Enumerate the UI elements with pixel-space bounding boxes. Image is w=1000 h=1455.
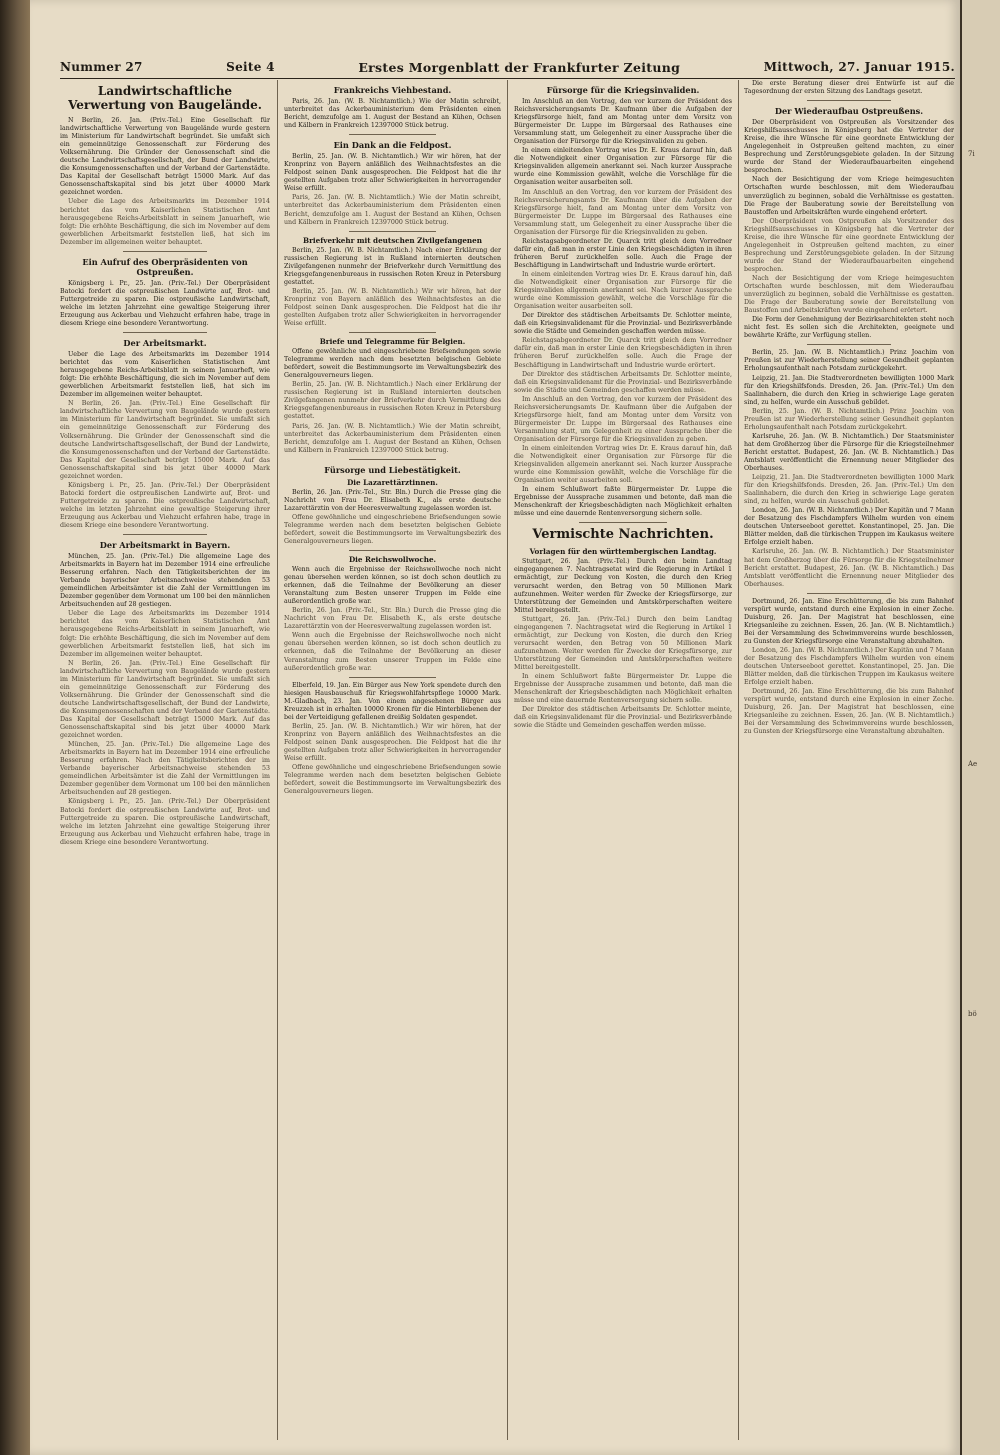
article-paragraph: Karlsruhe, 26. Jan. (W. B. Nichtamtlich.) Der Staatsminister hat dem Großherzog über die Fürsorge für die Kriegsteilnehmer Bericht erstattet. Budapest, 26. Jan. (W. B. Nichtamtlich.) Das Amtsblatt veröffentlicht die Ernennung neuer Mitglieder des Oberhauses. — [744, 432, 954, 473]
article-paragraph: Dortmund, 26. Jan. Eine Erschütterung, die bis zum Bahnhof verspürt wurde, entstand durch eine Explosion in einer Zeche. Duisburg, 26. Jan. Der Magistrat hat beschlossen, eine Kriegsanleihe zu zeichnen. Essen, 26. Jan. (W. B. Nichtamtlich.) Bei der Versammlung des Schwimmvereins wurde beschlossen, zu Gunsten der Kriegsfürsorge eine Veranstaltung abzuhalten. — [744, 597, 954, 645]
divider — [579, 522, 666, 523]
article-headline: Der Arbeitsmarkt in Bayern. — [99, 540, 231, 551]
article-paragraph: Berlin, 25. Jan. (W. B. Nichtamtlich.) Prinz Joachim von Preußen ist zur Wiederherstellung seiner Gesundheit geplanten Erholungsaufenthalt nach Potsdam zurückgekehrt. — [744, 349, 954, 373]
edge-fragment: bö — [968, 1010, 977, 1018]
article-paragraph: Ueber die Lage des Arbeitsmarkts im Dezember 1914 berichtet das vom Kaiserlichen Statistischen Amt herausgegebene Reichs-Arbeitsblatt in seinem Januarheft, wie folgt: Die erhöhte Beschäftigung, die sich im November auf dem gewerblichen Arbeitsmarkt feststellen ließ, hat sich im Dezember im allgemeinen weiter behauptet. — [60, 198, 270, 246]
article-paragraph: In einem Schlußwort faßte Bürgermeister Dr. Luppe die Ergebnisse der Aussprache zusammen und betonte, daß man die Menschenkraft der Kriegsbeschädigten nach Möglichkeit erhalten müsse und eine dauernde Rentenversorgung sichern solle. — [514, 486, 732, 518]
article-paragraph: Der Oberpräsident von Ostpreußen als Vorsitzender des Kriegshilfsausschusses in Königsberg hat die Vertreter der Kreise, die ihre Wünsche für eine geordnete Entwicklung der Angelegenheit in Ostpreußen geltend machten, zu einer Besprechung und Zerstörungsgebiete geladen. In der Sitzung wurde der Stand der Wiederaufbauarbeiten eingehend besprochen. — [744, 119, 954, 175]
article-paragraph: Die erste Beratung dieser drei Entwürfe ist auf die Tagesordnung der ersten Sitzung des Landtags gesetzt. — [744, 80, 954, 96]
article-paragraph: Berlin, 25. Jan. (W. B. Nichtamtlich.) Nach einer Erklärung der russischen Regierung ist in Rußland internierten deutschen Zivilgefangenen nunmehr der Briefverkehr durch Vermittlung des Kriegsgefangenenbureaus in russischen Roten Kreuz in Petersburg gestattet. — [284, 381, 501, 421]
article-paragraph: Die Form der Genehmigung der Bezirksarchitekten steht noch nicht fest. Es sollen sich die Architekten, geeignete und bewährte Kräfte, zur Verfügung stellen. — [744, 316, 954, 340]
divider — [349, 459, 436, 460]
article-paragraph: N Berlin, 26. Jan. (Priv.-Tel.) Eine Gesellschaft für landwirtschaftliche Verwertung von Baugelände wurde gestern im Ministerium für Landwirtschaft begründet. Sie umfaßt sich ein gemeinnützige Genossenschaft zur Förderung des Volksernährung. Die Gründer der Genossenschaft sind die deutsche Landwirtschaftsgesellschaft, der Bund der Landwirte, die Konsumgenossenschaften und der Verband der Gartenstädte. Das Kapital der Gesellschaft beträgt 15000 Mark. Auf das Genossenschaftskapital sind bis jetzt über 40000 Mark gezeichnet worden. — [60, 400, 270, 480]
article-paragraph: Wenn auch die Ergebnisse der Reichswollwoche noch nicht genau übersehen werden können, so ist doch schon deutlich zu erkennen, daß die Teilnahme der Bevölkerung an dieser Veranstaltung zum Besten unserer Truppen im Felde eine außerordentlich große war. — [284, 566, 501, 606]
divider — [807, 100, 891, 101]
divider — [807, 593, 891, 594]
article-paragraph: Leipzig, 21. Jan. Die Stadtverordneten bewilligten 1000 Mark für den Kriegshilfsfonds. Dresden, 26. Jan. (Priv.-Tel.) Um den Saalinhabern, die durch den Krieg in schwierige Lage geraten sind, zu helfen, wurde ein Ausschuß gebildet. — [744, 374, 954, 406]
article-paragraph: München, 25. Jan. (Priv.-Tel.) Die allgemeine Lage des Arbeitsmarkts in Bayern hat im Dezember 1914 eine erfreuliche Besserung erfahren. Nach den Tätigkeitsberichten der im Verbande bayerischer Arbeitsnachweise stehenden 53 gemeindlichen Arbeitsämter ist die Zahl der Vermittlungen im Dezember gegenüber dem Vormonat um 100 bei den männlichen Arbeitsuchenden auf 28 gestiegen. — [60, 553, 270, 609]
article-headline: Vorlagen für den württembergischen Landtag. — [529, 547, 717, 557]
divider — [349, 134, 436, 135]
article-paragraph: Königsberg i. Pr., 25. Jan. (Priv.-Tel.) Der Oberpräsident Batocki fordert die ostpreußischen Landwirte auf, Brot- und Futtergetreide zu sparen. Die ostpreußische Landwirtschaft, welche im letzten Jahrzehnt eine gewaltige Steigerung ihrer Erzeugung aus Ackerbau und Viehzucht erfahren habe, trage in diesem Kriege eine besondere Verantwortung. — [60, 279, 270, 327]
edge-fragment: Ae — [968, 760, 978, 768]
article-paragraph: Der Oberpräsident von Ostpreußen als Vorsitzender des Kriegshilfsausschusses in Königsberg hat die Vertreter der Kreise, die ihre Wünsche für eine geordnete Entwicklung der Angelegenheit in Ostpreußen geltend machten, zu einer Besprechung und Zerstörungsgebiete geladen. In der Sitzung wurde der Stand der Wiederaufbauarbeiten eingehend besprochen. — [744, 217, 954, 273]
article-paragraph: Reichstagsabgeordneter Dr. Quarck tritt gleich dem Vorredner dafür ein, daß man in erster Linie den Kriegsbeschädigten in ihren früheren Beruf zurückhelfen solle. Auch die Frage der Beschäftigung in Landwirtschaft und Industrie wurde erörtert. — [514, 237, 732, 269]
article-paragraph: Berlin, 25. Jan. (W. B. Nichtamtlich.) Wir wir hören, hat der Kronprinz von Bayern anläßlich des Weihnachtsfestes an die Feldpost seinen Dank ausgesprochen. Die Feldpost hat die ihr gestellten Aufgaben trotz aller Schwierigkeiten in hervorragender Weise erfüllt. — [284, 153, 501, 193]
article-headline: Ein Aufruf des Oberpräsidenten von Ostpreußen. — [82, 256, 248, 277]
article-paragraph: Ueber die Lage des Arbeitsmarkts im Dezember 1914 berichtet das vom Kaiserlichen Statistischen Amt herausgegebene Reichs-Arbeitsblatt in seinem Januarheft, wie folgt: Die erhöhte Beschäftigung, die sich im November auf dem gewerblichen Arbeitsmarkt feststellen ließ, hat sich im Dezember im allgemeinen weiter behauptet. — [60, 610, 270, 658]
article-paragraph: Paris, 26. Jan. (W. B. Nichtamtlich.) Wie der Matin schreibt, unterbreitet das Ackerbauministerium dem Präsidenten einen Bericht, demzufolge am 1. August der Bestand an Kühen, Ochsen und Kälbern in Frankreich 12397000 Stück betrug. — [284, 98, 501, 130]
article-paragraph: Reichstagsabgeordneter Dr. Quarck tritt gleich dem Vorredner dafür ein, daß man in erster Linie den Kriegsbeschädigten in ihren früheren Beruf zurückhelfen solle. Auch die Frage der Beschäftigung in Landwirtschaft und Industrie wurde erörtert. — [514, 337, 732, 369]
edge-fragment: 7i — [968, 150, 975, 158]
article-paragraph: Berlin, 25. Jan. (W. B. Nichtamtlich.) Wir wir hören, hat der Kronprinz von Bayern anläßlich des Weihnachtsfestes an die Feldpost seinen Dank ausgesprochen. Die Feldpost hat die ihr gestellten Aufgaben trotz aller Schwierigkeiten in hervorragender Weise erfüllt. — [284, 722, 501, 763]
article-paragraph: Berlin, 26. Jan. (Priv.-Tel., Str. Bln.) Durch die Presse ging die Nachricht von Frau Dr. Elisabeth K., als erste deutsche Lazarettärztin von der Heeresverwaltung zugelassen worden ist. — [284, 607, 501, 631]
article-headline: Der Wiederaufbau Ostpreußens. — [774, 106, 924, 117]
article-headline: Die Reichswollwoche. — [348, 555, 437, 565]
article-headline: Landwirtschaftliche Verwertung von Baugelände. — [68, 84, 262, 112]
article-paragraph: Königsberg i. Pr., 25. Jan. (Priv.-Tel.) Der Oberpräsident Batocki fordert die ostpreußischen Landwirte auf, Brot- und Futtergetreide zu sparen. Die ostpreußische Landwirtschaft, welche im letzten Jahrzehnt eine gewaltige Steigerung ihrer Erzeugung aus Ackerbau und Viehzucht erfahren habe, trage in diesem Kriege eine besondere Verantwortung. — [60, 481, 270, 530]
column-3 — [514, 80, 732, 1440]
article-paragraph: Berlin, 25. Jan. (W. B. Nichtamtlich.) Wir wir hören, hat der Kronprinz von Bayern anläßlich des Weihnachtsfestes an die Feldpost seinen Dank ausgesprochen. Die Feldpost hat die ihr gestellten Aufgaben trotz aller Schwierigkeiten in hervorragender Weise erfüllt. — [284, 287, 501, 328]
issue-date: Mittwoch, 27. Januar 1915. — [763, 60, 955, 74]
article-paragraph: Ueber die Lage des Arbeitsmarkts im Dezember 1914 berichtet das vom Kaiserlichen Statistischen Amt herausgegebene Reichs-Arbeitsblatt in seinem Januarheft, wie folgt: Die erhöhte Beschäftigung, die sich im November auf dem gewerblichen Arbeitsmarkt feststellen ließ, hat sich im Dezember im allgemeinen weiter behauptet. — [60, 351, 270, 399]
article-paragraph: Der Direktor des städtischen Arbeitsamts Dr. Schlotter meinte, daß ein Kriegsinvalidenamt für die Provinzial- und Bezirksverbände sowie die Städte und Gemeinden geschaffen werden müsse. — [514, 706, 732, 730]
divider — [807, 344, 891, 345]
article-paragraph: Wenn auch die Ergebnisse der Reichswollwoche noch nicht genau übersehen werden können, so ist doch schon deutlich zu erkennen, daß die Teilnahme der Bevölkerung an dieser Veranstaltung zum Besten unserer Truppen im Felde eine außerordentlich große war. — [284, 632, 501, 672]
article-paragraph: Paris, 26. Jan. (W. B. Nichtamtlich.) Wie der Matin schreibt, unterbreitet das Ackerbauministerium dem Präsidenten einen Bericht, demzufolge am 1. August der Bestand an Kühen, Ochsen und Kälbern in Frankreich 12397000 Stück betrug. — [284, 194, 501, 226]
article-headline: Briefe und Telegramme für Belgien. — [319, 337, 466, 347]
article-headline: Briefverkehr mit deutschen Zivilgefangenen — [303, 235, 482, 245]
divider — [349, 332, 436, 333]
article-paragraph: München, 25. Jan. (Priv.-Tel.) Die allgemeine Lage des Arbeitsmarkts in Bayern hat im Dezember 1914 eine erfreuliche Besserung erfahren. Nach den Tätigkeitsberichten der im Verbande bayerischer Arbeitsnachweise stehenden 53 gemeindlichen Arbeitsämter ist die Zahl der Vermittlungen im Dezember gegenüber dem Vormonat um 100 bei den männlichen Arbeitsuchenden auf 28 gestiegen. — [60, 741, 270, 797]
page-header — [60, 58, 955, 76]
book-binding — [0, 0, 30, 1455]
article-headline: Der Arbeitsmarkt. — [123, 338, 207, 349]
divider — [123, 332, 207, 333]
article-paragraph: Stuttgart, 26. Jan. (Priv.-Tel.) Durch den beim Landtag eingegangenen 7. Nachtragsetat wird die Regierung in Artikel 1 ermächtigt, zur Deckung von Kosten, die durch den Krieg verursacht werden, den Betrag von 50 Millionen Mark aufzunehmen. Weiter werden für Zwecke der Kriegsfürsorge, zur Unterstützung der Gemeinden und Amtskörperschaften weitere Mittel bereitgestellt. — [514, 615, 732, 671]
article-paragraph: Paris, 26. Jan. (W. B. Nichtamtlich.) Wie der Matin schreibt, unterbreitet das Ackerbauministerium dem Präsidenten einen Bericht, demzufolge am 1. August der Bestand an Kühen, Ochsen und Kälbern in Frankreich 12397000 Stück betrug. — [284, 422, 501, 454]
column-rule — [507, 80, 508, 1440]
article-paragraph: Leipzig, 21. Jan. Die Stadtverordneten bewilligten 1000 Mark für den Kriegshilfsfonds. Dresden, 26. Jan. (Priv.-Tel.) Um den Saalinhabern, die durch den Krieg in schwierige Lage geraten sind, zu helfen, wurde ein Ausschuß gebildet. — [744, 474, 954, 506]
article-paragraph: London, 26. Jan. (W. B. Nichtamtlich.) Der Kapitän und 7 Mann der Besatzung des Fischdampfers Wilhelm wurden von einem deutschen Unterseeboot gerettet. Konstantinopel, 25. Jan. Die Blätter melden, daß die türkischen Truppen im Kaukasus weitere Erfolge erzielt haben. — [744, 647, 954, 687]
divider — [349, 231, 436, 232]
article-headline: Die Lazarettärztinnen. — [347, 477, 438, 487]
divider — [123, 251, 207, 252]
article-paragraph: Berlin, 25. Jan. (W. B. Nichtamtlich.) Prinz Joachim von Preußen ist zur Wiederherstellung seiner Gesundheit geplanten Erholungsaufenthalt nach Potsdam zurückgekehrt. — [744, 407, 954, 431]
article-paragraph: Stuttgart, 26. Jan. (Priv.-Tel.) Durch den beim Landtag eingegangenen 7. Nachtragsetat wird die Regierung in Artikel 1 ermächtigt, zur Deckung von Kosten, die durch den Krieg verursacht werden, den Betrag von 50 Millionen Mark aufzunehmen. Weiter werden für Zwecke der Kriegsfürsorge, zur Unterstützung der Gemeinden und Amtskörperschaften weitere Mittel bereitgestellt. — [514, 558, 732, 614]
article-headline: Fürsorge für die Kriegsinvaliden. — [546, 85, 700, 95]
section-headline: Vermischte Nachrichten. — [532, 527, 714, 543]
article-paragraph: Königsberg i. Pr., 25. Jan. (Priv.-Tel.) Der Oberpräsident Batocki fordert die ostpreußischen Landwirte auf, Brot- und Futtergetreide zu sparen. Die ostpreußische Landwirtschaft, welche im letzten Jahrzehnt eine gewaltige Steigerung ihrer Erzeugung aus Ackerbau und Viehzucht erfahren habe, trage in diesem Kriege eine besondere Verantwortung. — [60, 798, 270, 846]
article-paragraph: In einem einleitenden Vortrag wies Dr. E. Kraus darauf hin, daß die Notwendigkeit einer Organisation zur Fürsorge für die Kriegsinvaliden allgemein anerkannt sei. Nach kurzer Aussprache wurde eine Kommission gewählt, welche die Vorschläge für die Organisation weiter ausarbeiten soll. — [514, 147, 732, 187]
article-paragraph: Offene gewöhnliche und eingeschriebene Briefsendungen sowie Telegramme werden nach dem besetzten belgischen Gebiete befördert, soweit die Bestimmungsorte im Verwaltungsbezirk des Generalgouverneurs liegen. — [284, 513, 501, 545]
article-paragraph: Dortmund, 26. Jan. Eine Erschütterung, die bis zum Bahnhof verspürt wurde, entstand durch eine Explosion in einer Zeche. Duisburg, 26. Jan. Der Magistrat hat beschlossen, eine Kriegsanleihe zu zeichnen. Essen, 26. Jan. (W. B. Nichtamtlich.) Bei der Versammlung des Schwimmvereins wurde beschlossen, zu Gunsten der Kriegsfürsorge eine Veranstaltung abzuhalten. — [744, 688, 954, 736]
article-paragraph: Der Direktor des städtischen Arbeitsamts Dr. Schlotter meinte, daß ein Kriegsinvalidenamt für die Provinzial- und Bezirksverbände sowie die Städte und Gemeinden geschaffen werden müsse. — [514, 370, 732, 394]
column-1 — [60, 80, 270, 1440]
article-paragraph: Nach der Besichtigung der vom Kriege heimgesuchten Ortschaften wurde beschlossen, mit dem Wiederaufbau unverzüglich zu beginnen, sobald die Verhältnisse es gestatten. Die Frage der Bauberatung sowie der Bereitstellung von Baustoffen und Arbeitskräften wurde eingehend erörtert. — [744, 176, 954, 216]
article-paragraph: London, 26. Jan. (W. B. Nichtamtlich.) Der Kapitän und 7 Mann der Besatzung des Fischdampfers Wilhelm wurden von einem deutschen Unterseeboot gerettet. Konstantinopel, 25. Jan. Die Blätter melden, daß die türkischen Truppen im Kaukasus weitere Erfolge erzielt haben. — [744, 507, 954, 547]
article-paragraph: Im Anschluß an den Vortrag, den vor kurzem der Präsident des Reichsversicherungsamts Dr. Kaufmann über die Aufgaben der Kriegsfürsorge hielt, fand am Montag unter dem Vorsitz von Bürgermeister Dr. Luppe im Bürgersaal des Rathauses eine Versammlung statt, um Gelegenheit zu einer Aussprache über die Organisation der Fürsorge für die Kriegsinvaliden zu geben. — [514, 188, 732, 236]
column-4 — [744, 80, 954, 1440]
article-paragraph: Elberfeld, 19. Jan. Ein Bürger aus New York spendete durch den hiesigen Hausbauschuß für Kriegswohlfahrtspflege 10000 Mark. M.-Gladbach, 23. Jan. Von einem angesehenen Bürger aus Kreuzzeh ist in erhalten 10000 Kronen für die Hinterbliebenen der bei der Verteidigung gefallenen dreißig Soldaten gespendet. — [284, 681, 501, 721]
article-paragraph: Im Anschluß an den Vortrag, den vor kurzem der Präsident des Reichsversicherungsamts Dr. Kaufmann über die Aufgaben der Kriegsfürsorge hielt, fand am Montag unter dem Vorsitz von Bürgermeister Dr. Luppe im Bürgersaal des Rathauses eine Versammlung statt, um Gelegenheit zu einer Aussprache über die Organisation der Fürsorge für die Kriegsinvaliden zu geben. — [514, 98, 732, 146]
article-paragraph: Berlin, 25. Jan. (W. B. Nichtamtlich.) Nach einer Erklärung der russischen Regierung ist in Rußland internierten deutschen Zivilgefangenen nunmehr der Briefverkehr durch Vermittlung des Kriegsgefangenenbureaus in russischen Roten Kreuz in Petersburg gestattet. — [284, 246, 501, 286]
divider — [123, 534, 207, 535]
adjacent-page-edge — [960, 0, 1000, 1455]
divider — [349, 550, 436, 551]
article-paragraph: Offene gewöhnliche und eingeschriebene Briefsendungen sowie Telegramme werden nach dem besetzten belgischen Gebiete befördert, soweit die Bestimmungsorte im Verwaltungsbezirk des Generalgouverneurs liegen. — [284, 764, 501, 796]
page-number: Seite 4 — [226, 60, 275, 74]
column-rule — [738, 80, 739, 1440]
article-headline: Ein Dank an die Feldpost. — [333, 140, 452, 151]
section-headline: Fürsorge und Liebestätigkeit. — [324, 464, 461, 475]
article-paragraph: Karlsruhe, 26. Jan. (W. B. Nichtamtlich.) Der Staatsminister hat dem Großherzog über die Fürsorge für die Kriegsteilnehmer Bericht erstattet. Budapest, 26. Jan. (W. B. Nichtamtlich.) Das Amtsblatt veröffentlicht die Ernennung neuer Mitglieder des Oberhauses. — [744, 548, 954, 588]
column-rule — [277, 80, 278, 1440]
article-paragraph: Im Anschluß an den Vortrag, den vor kurzem der Präsident des Reichsversicherungsamts Dr. Kaufmann über die Aufgaben der Kriegsfürsorge hielt, fand am Montag unter dem Vorsitz von Bürgermeister Dr. Luppe im Bürgersaal des Rathauses eine Versammlung statt, um Gelegenheit zu einer Aussprache über die Organisation der Fürsorge für die Kriegsinvaliden zu geben. — [514, 395, 732, 443]
article-paragraph: Berlin, 26. Jan. (Priv.-Tel., Str. Bln.) Durch die Presse ging die Nachricht von Frau Dr. Elisabeth K., als erste deutsche Lazarettärztin von der Heeresverwaltung zugelassen worden ist. — [284, 488, 501, 512]
article-paragraph: In einem einleitenden Vortrag wies Dr. E. Kraus darauf hin, daß die Notwendigkeit einer Organisation zur Fürsorge für die Kriegsinvaliden allgemein anerkannt sei. Nach kurzer Aussprache wurde eine Kommission gewählt, welche die Vorschläge für die Organisation weiter ausarbeiten soll. — [514, 444, 732, 485]
article-paragraph: N Berlin, 26. Jan. (Priv.-Tel.) Eine Gesellschaft für landwirtschaftliche Verwertung von Baugelände wurde gestern im Ministerium für Landwirtschaft begründet. Sie umfaßt sich ein gemeinnützige Genossenschaft zur Förderung des Volksernährung. Die Gründer der Genossenschaft sind die deutsche Landwirtschaftsgesellschaft, der Bund der Landwirte, die Konsumgenossenschaften und der Verband der Gartenstädte. Das Kapital der Gesellschaft beträgt 15000 Mark. Auf das Genossenschaftskapital sind bis jetzt über 40000 Mark gezeichnet worden. — [60, 117, 270, 197]
masthead: Erstes Morgenblatt der Frankfurter Zeitung — [358, 59, 681, 75]
article-paragraph: In einem einleitenden Vortrag wies Dr. E. Kraus darauf hin, daß die Notwendigkeit einer Organisation zur Fürsorge für die Kriegsinvaliden allgemein anerkannt sei. Nach kurzer Aussprache wurde eine Kommission gewählt, welche die Vorschläge für die Organisation weiter ausarbeiten soll. — [514, 270, 732, 311]
article-paragraph: Offene gewöhnliche und eingeschriebene Briefsendungen sowie Telegramme werden nach dem besetzten belgischen Gebiete befördert, soweit die Bestimmungsorte im Verwaltungsbezirk des Generalgouverneurs liegen. — [284, 348, 501, 380]
article-paragraph: Nach der Besichtigung der vom Kriege heimgesuchten Ortschaften wurde beschlossen, mit dem Wiederaufbau unverzüglich zu beginnen, sobald die Verhältnisse es gestatten. Die Frage der Bauberatung sowie der Bereitstellung von Baustoffen und Arbeitskräften wurde eingehend erörtert. — [744, 274, 954, 315]
issue-number: Nummer 27 — [60, 60, 143, 74]
article-paragraph: In einem Schlußwort faßte Bürgermeister Dr. Luppe die Ergebnisse der Aussprache zusammen und betonte, daß man die Menschenkraft der Kriegsbeschädigten nach Möglichkeit erhalten müsse und eine dauernde Rentenversorgung sichern solle. — [514, 673, 732, 705]
article-headline: Frankreichs Viehbestand. — [333, 85, 452, 95]
article-paragraph: Der Direktor des städtischen Arbeitsamts Dr. Schlotter meinte, daß ein Kriegsinvalidenamt für die Provinzial- und Bezirksverbände sowie die Städte und Gemeinden geschaffen werden müsse. — [514, 312, 732, 336]
header-rule — [60, 78, 955, 79]
article-paragraph: N Berlin, 26. Jan. (Priv.-Tel.) Eine Gesellschaft für landwirtschaftliche Verwertung von Baugelände wurde gestern im Ministerium für Landwirtschaft begründet. Sie umfaßt sich ein gemeinnützige Genossenschaft zur Förderung des Volksernährung. Die Gründer der Genossenschaft sind die deutsche Landwirtschaftsgesellschaft, der Bund der Landwirte, die Konsumgenossenschaften und der Verband der Gartenstädte. Das Kapital der Gesellschaft beträgt 15000 Mark. Auf das Genossenschaftskapital sind bis jetzt über 40000 Mark gezeichnet worden. — [60, 659, 270, 740]
divider — [349, 677, 436, 678]
column-2 — [284, 80, 501, 1440]
